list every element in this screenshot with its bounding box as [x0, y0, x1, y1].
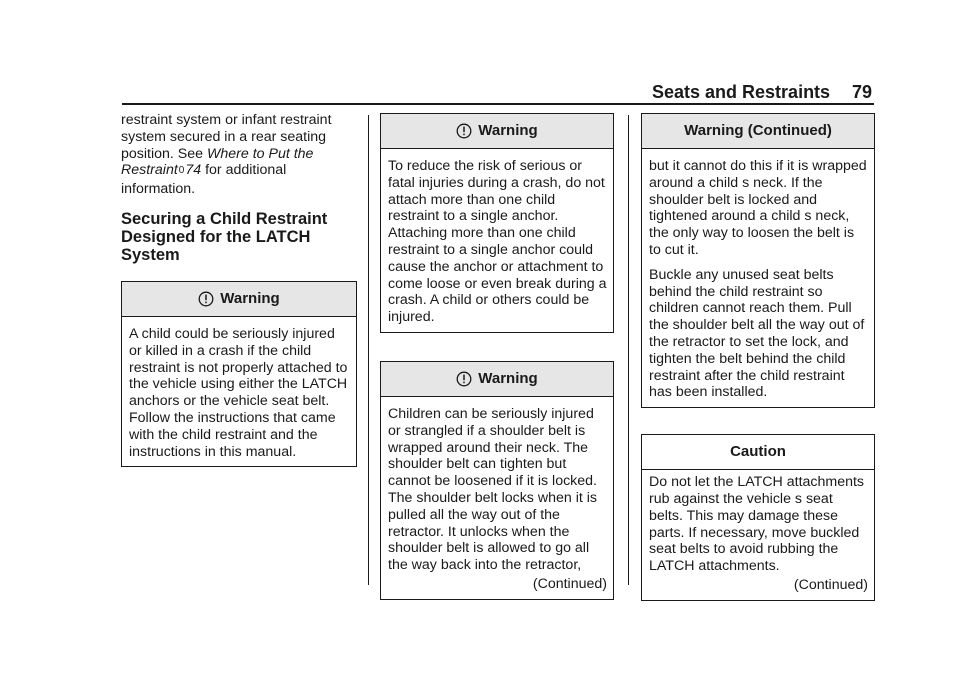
- cross-reference-page[interactable]: 74: [185, 162, 202, 179]
- column-1: [121, 112, 357, 467]
- warning-body: A child could be seriously injured or killed in a crash if the child restraint is not properly attached to the vehicle using either the LATCH anchors or the vehicle seat belt. Follow the instructions that came with the child restraint and the instructions in this manual.: [129, 325, 348, 460]
- section-title: Seats and Restraints: [652, 82, 831, 102]
- page-reference-icon: 0: [178, 165, 185, 177]
- warning-title: Warning: [220, 289, 280, 307]
- warning-title: Warning (Continued): [684, 121, 832, 139]
- warning-continued-box: [641, 113, 875, 408]
- warning-box: [380, 361, 614, 600]
- column-3: [641, 113, 875, 601]
- warning-body: Children can be seriously injured or strangled if a shoulder belt is wrapped around their neck. The shoulder belt can tighten but cannot be loosened if it is locked. The shoulder belt locks when it is pulled all the way out of the retractor. It unlocks when the shoulder belt is allowed to go all the way back into the retractor, (Continued): [388, 405, 607, 592]
- warning-header: [381, 114, 613, 149]
- warning-icon: [456, 123, 472, 139]
- caution-title: Caution: [730, 442, 786, 460]
- section-heading: Securing a Child Restraint Designed for the LATCH System: [121, 209, 328, 264]
- warning-header: [642, 114, 874, 149]
- column-divider: [368, 115, 369, 585]
- warning-title: Warning: [478, 121, 538, 139]
- warning-box: [121, 281, 357, 467]
- continued-label: (Continued): [532, 575, 607, 592]
- caution-header: [642, 435, 874, 470]
- caution-box: [641, 434, 875, 601]
- warning-header: [381, 362, 613, 397]
- warning-icon: [198, 291, 214, 307]
- warning-title: Warning: [478, 369, 538, 387]
- page-number: 79: [852, 82, 873, 102]
- header-rule: [122, 103, 874, 105]
- caution-body: Do not let the LATCH attachments rub against the vehicle s seat belts. This may damage these parts. If necessary, move buckled seat belts to avoid rubbing the LATCH attachments. (Continued): [649, 474, 868, 593]
- warning-box: [380, 113, 614, 333]
- cross-reference-link[interactable]: Where to Put the Restraint: [121, 145, 314, 179]
- warning-header: [122, 282, 356, 317]
- column-divider: [628, 115, 629, 585]
- continued-label: (Continued): [793, 576, 868, 593]
- warning-body: To reduce the risk of serious or fatal injuries during a crash, do not attach more than one child restraint to a single anchor. Attaching more than one child restraint to a single anchor could cause the anchor or attachment to come loose or even break during a crash. A child or others could be injured.: [388, 158, 607, 326]
- intro-paragraph: restraint system or infant restraint system secured in a rear seating position. See Where to Put the Restraint074 for additional information.: [121, 112, 332, 198]
- warning-body: but it cannot do this if it is wrapped around a child s neck. If the shoulder belt is locked and tightened around a child s neck, the only way to loosen the belt is to cut it. Buckle any unused seat belts behind the child restraint so children cannot reach them. Pull the shoulder belt all the way out of the retractor to set the lock, and tighten the belt behind the child restraint after the child restraint has been installed.: [649, 158, 867, 401]
- column-2: [380, 113, 614, 600]
- warning-icon: [456, 371, 472, 387]
